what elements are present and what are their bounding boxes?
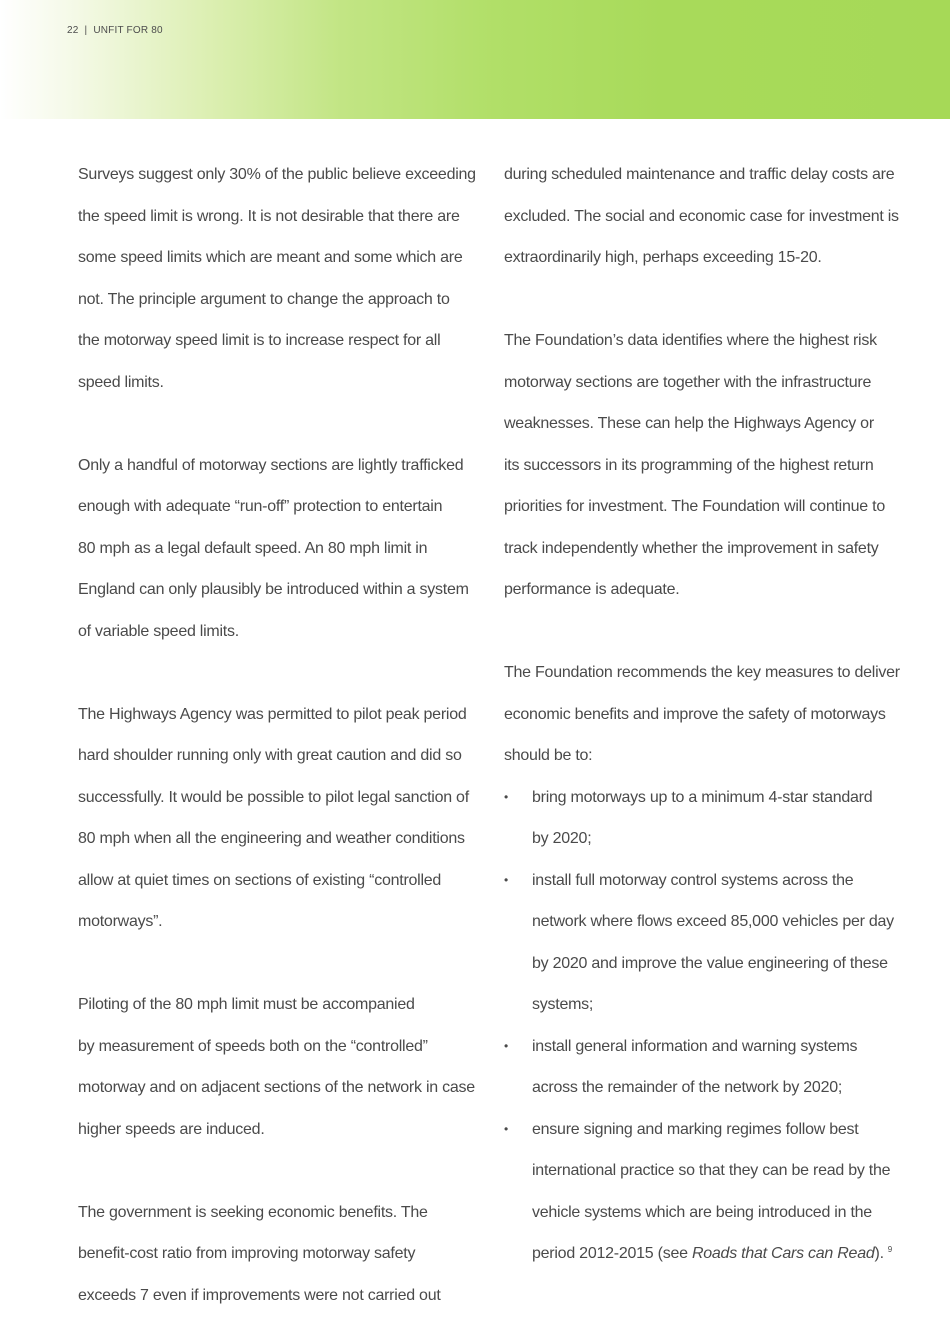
text-line: Only a handful of motorway sections are lightly trafficked xyxy=(78,456,464,474)
paragraph-gap xyxy=(78,943,498,985)
text-line: by measurement of speeds both on the “controlled” xyxy=(78,1037,428,1055)
text-line: enough with adequate “run-off” protection to entertain xyxy=(78,498,443,515)
paragraph xyxy=(504,652,916,777)
text-line: motorway and on adjacent sections of the network in case xyxy=(78,1079,475,1096)
text-line: should be to: xyxy=(504,747,593,764)
text-line: by 2020 and improve the value engineering of these xyxy=(532,954,888,972)
text-line: across the remainder of the network by 2020; xyxy=(532,1079,843,1096)
paragraph xyxy=(78,984,498,1150)
text-line: benefit-cost ratio from improving motorway safety xyxy=(78,1245,416,1262)
text-line: systems; xyxy=(532,996,594,1013)
text-line: The government is seeking economic benefits. The xyxy=(78,1203,428,1221)
bullet-text: install full motorway control systems across the xyxy=(532,871,854,889)
paragraph xyxy=(78,1192,498,1317)
bullet-icon: • xyxy=(504,1121,508,1136)
text-line: priorities for investment. The Foundation will continue to xyxy=(504,498,885,515)
text-line: its successors in its programming of the highest return xyxy=(504,456,874,474)
text-line: weaknesses. These can help the Highways Agency or xyxy=(504,415,874,432)
text-line: motorway sections are together with the infrastructure xyxy=(504,373,872,391)
text-line: hard shoulder running only with great caution and did so xyxy=(78,747,462,764)
paragraph xyxy=(78,154,498,403)
paragraph-gap xyxy=(78,403,498,445)
right-column xyxy=(504,154,916,1275)
text-line: performance is adequate. xyxy=(504,581,680,598)
text-line xyxy=(504,1233,916,1275)
text-line: speed limits. xyxy=(78,373,164,391)
text-line: international practice so that they can be read by the xyxy=(532,1162,891,1179)
text-line: during scheduled maintenance and traffic delay costs are xyxy=(504,166,895,183)
running-head xyxy=(67,25,163,36)
text-line: not. The principle argument to change the approach to xyxy=(78,290,450,308)
text-line: network where flows exceed 85,000 vehicles per day xyxy=(532,913,894,930)
bullet-text: ensure signing and marking regimes follow best xyxy=(532,1120,859,1138)
text-line: allow at quiet times on sections of existing “controlled xyxy=(78,871,442,889)
bullet-text: install general information and warning systems xyxy=(532,1037,858,1055)
text-line: Surveys suggest only 30% of the public believe exceeding xyxy=(78,166,476,183)
paragraph xyxy=(504,320,916,611)
text-line: extraordinarily high, perhaps exceeding 15-20. xyxy=(504,249,822,266)
bullet-item xyxy=(504,1026,916,1109)
footnote-marker[interactable]: 9 xyxy=(887,1245,892,1254)
text-line: higher speeds are induced. xyxy=(78,1120,265,1138)
text-line: by 2020; xyxy=(532,830,592,847)
text-line xyxy=(504,860,916,902)
text-line: exceeds 7 even if improvements were not carried out xyxy=(78,1286,441,1304)
document-title: UNFIT FOR 80 xyxy=(93,25,163,36)
paragraph xyxy=(504,154,916,279)
text-line: The Foundation recommends the key measures to deliver xyxy=(504,664,900,681)
text-line: some speed limits which are meant and some which are xyxy=(78,249,463,266)
bullet-list xyxy=(504,777,916,1275)
bullet-icon: • xyxy=(504,789,508,804)
text-line: excluded. The social and economic case for investment is xyxy=(504,207,899,225)
paragraph-gap xyxy=(78,1150,498,1192)
page-number: 22 xyxy=(67,25,79,36)
text-line: of variable speed limits. xyxy=(78,622,239,640)
text-line xyxy=(504,777,916,819)
paragraph-gap xyxy=(504,279,916,321)
text-line: successfully. It would be possible to pilot legal sanction of xyxy=(78,788,469,806)
text-line: The Foundation’s data identifies where the highest risk xyxy=(504,332,877,349)
text-line: Piloting of the 80 mph limit must be accompanied xyxy=(78,996,415,1013)
publication-title: Roads that Cars can Read xyxy=(691,1245,875,1262)
text-line: track independently whether the improvement in safety xyxy=(504,539,879,557)
text-line: the speed limit is wrong. It is not desirable that there are xyxy=(78,207,460,225)
text-line: England can only plausibly be introduced within a system xyxy=(78,581,469,598)
bullet-item xyxy=(504,860,916,1026)
text-fragment: period 2012-2015 (see xyxy=(532,1245,692,1262)
bullet-text: bring motorways up to a minimum 4-star standard xyxy=(532,788,873,806)
left-column xyxy=(78,154,498,1316)
text-line: 80 mph when all the engineering and weather conditions xyxy=(78,830,465,847)
text-fragment: ). xyxy=(874,1245,884,1262)
text-line: motorways”. xyxy=(78,913,163,930)
text-line xyxy=(504,1026,916,1068)
paragraph xyxy=(78,694,498,943)
header-separator: | xyxy=(84,25,88,36)
header-band xyxy=(0,0,950,119)
bullet-item xyxy=(504,777,916,860)
text-line: 80 mph as a legal default speed. An 80 mph limit in xyxy=(78,539,428,557)
paragraph xyxy=(78,445,498,653)
bullet-icon: • xyxy=(504,872,508,887)
text-line: vehicle systems which are being introduced in the xyxy=(532,1203,872,1221)
paragraph-gap xyxy=(78,652,498,694)
text-line: economic benefits and improve the safety of motorways xyxy=(504,705,886,723)
text-line: The Highways Agency was permitted to pilot peak period xyxy=(78,705,467,723)
text-line: the motorway speed limit is to increase respect for all xyxy=(78,332,441,349)
bullet-item xyxy=(504,1109,916,1275)
bullet-icon: • xyxy=(504,1038,508,1053)
paragraph-gap xyxy=(504,611,916,653)
text-line xyxy=(504,1109,916,1151)
